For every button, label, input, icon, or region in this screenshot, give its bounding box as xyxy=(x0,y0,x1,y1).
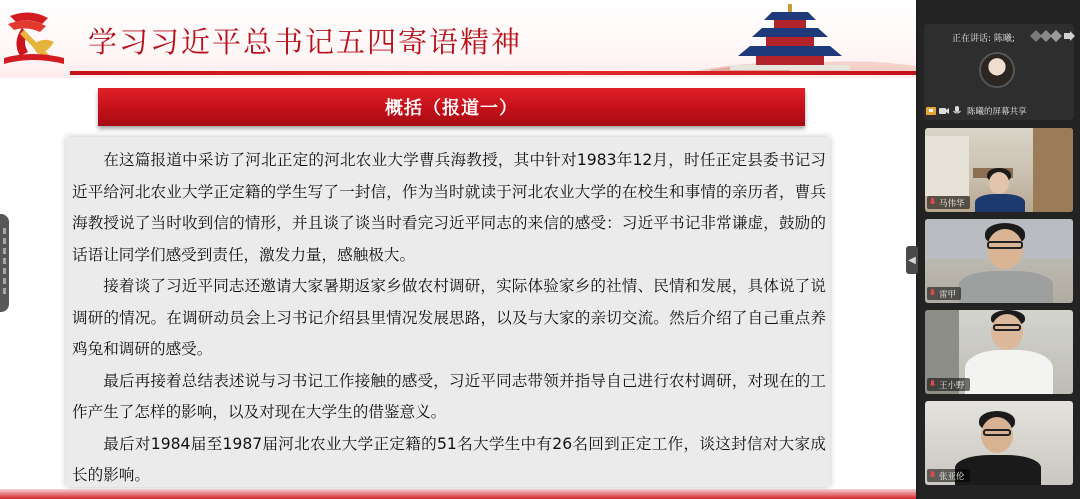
participant-name: 马伟华 xyxy=(939,198,965,209)
participant-panel xyxy=(918,0,1080,499)
participant-name-tag xyxy=(927,469,970,482)
slide-title: 学习习近平总书记五四寄语精神 xyxy=(88,25,523,59)
paragraph-4: 最后对1984届至1987届河北农业大学正定籍的51名大学生中有26名回到正定工作，谈这封信对大家成长的影响。 xyxy=(72,434,826,484)
paragraph-1: 在这篇报道中采访了河北正定的河北农业大学曹兵海教授，其中针对1983年12月，时任正定县委书记习近平给河北农业大学正定籍的学生写了一封信，作为当时就读于河北农业大学的在校生和事情的亲历者，曹兵海教授说了当时收到信的情形，并且谈了谈当时看完习近平同志的来信的感受：习近平书记非常谦虚，鼓励的话语让同学们感受到责任，激发力量，感触极大。 xyxy=(72,151,826,264)
participant-name: 雷甲 xyxy=(939,289,957,300)
speaker-status-bar xyxy=(924,104,1074,118)
party-emblem-icon xyxy=(2,6,68,68)
content-card xyxy=(66,137,830,487)
microphone-icon xyxy=(929,289,936,298)
participant-video-tile[interactable] xyxy=(925,128,1073,212)
participant-name-tag xyxy=(927,196,970,209)
microphone-icon xyxy=(929,471,936,480)
participant-name: 张亚伦 xyxy=(939,471,965,482)
participant-name-tag xyxy=(927,378,970,391)
participant-video-tile[interactable] xyxy=(925,219,1073,303)
floating-toolbar-handle[interactable] xyxy=(0,214,9,312)
camera-icon xyxy=(939,106,949,116)
speaking-name: 陈曦; xyxy=(993,34,1015,44)
section-title: 概括（报道一） xyxy=(385,98,518,119)
temple-of-heaven-icon xyxy=(690,2,916,74)
panel-collapse-toggle[interactable] xyxy=(906,246,918,274)
chevron-left-icon: ◀ xyxy=(908,254,916,266)
microphone-icon xyxy=(929,198,936,207)
slide-header xyxy=(0,0,916,78)
participant-video-tile[interactable] xyxy=(925,401,1073,485)
avatar-icon xyxy=(979,52,1015,88)
share-label: 陈曦的屏幕共享 xyxy=(967,107,1027,117)
grip-icon xyxy=(3,228,6,298)
speaking-indicator xyxy=(952,31,1015,44)
paragraph-3: 最后再接着总结表述说与习书记工作接触的感受，习近平同志带领并指导自己进行农村调研，对现在的工作产生了怎样的影响，以及对现在大学生的借鉴意义。 xyxy=(72,371,826,421)
signal-wave-icon xyxy=(1030,30,1076,42)
section-heading-band xyxy=(98,88,805,126)
participant-video-tile[interactable] xyxy=(925,310,1073,394)
header-divider xyxy=(70,71,916,75)
slide-bottom-border xyxy=(0,489,916,499)
microphone-icon xyxy=(952,106,962,116)
microphone-icon xyxy=(929,380,936,389)
participant-name-tag xyxy=(927,287,961,300)
paragraph-2: 接着谈了习近平同志还邀请大家暑期返家乡做农村调研，实际体验家乡的社情、民情和发展，具体说了说调研的情况。在调研动员会上习书记介绍县里情况发展思路，以及与大家的亲切交流。然后介绍了自己重点养鸡兔和调研的感受。 xyxy=(72,277,826,358)
participant-name: 王小野 xyxy=(939,380,965,391)
speaking-label: 正在讲话: xyxy=(952,34,992,44)
screen-share-icon xyxy=(926,106,936,116)
